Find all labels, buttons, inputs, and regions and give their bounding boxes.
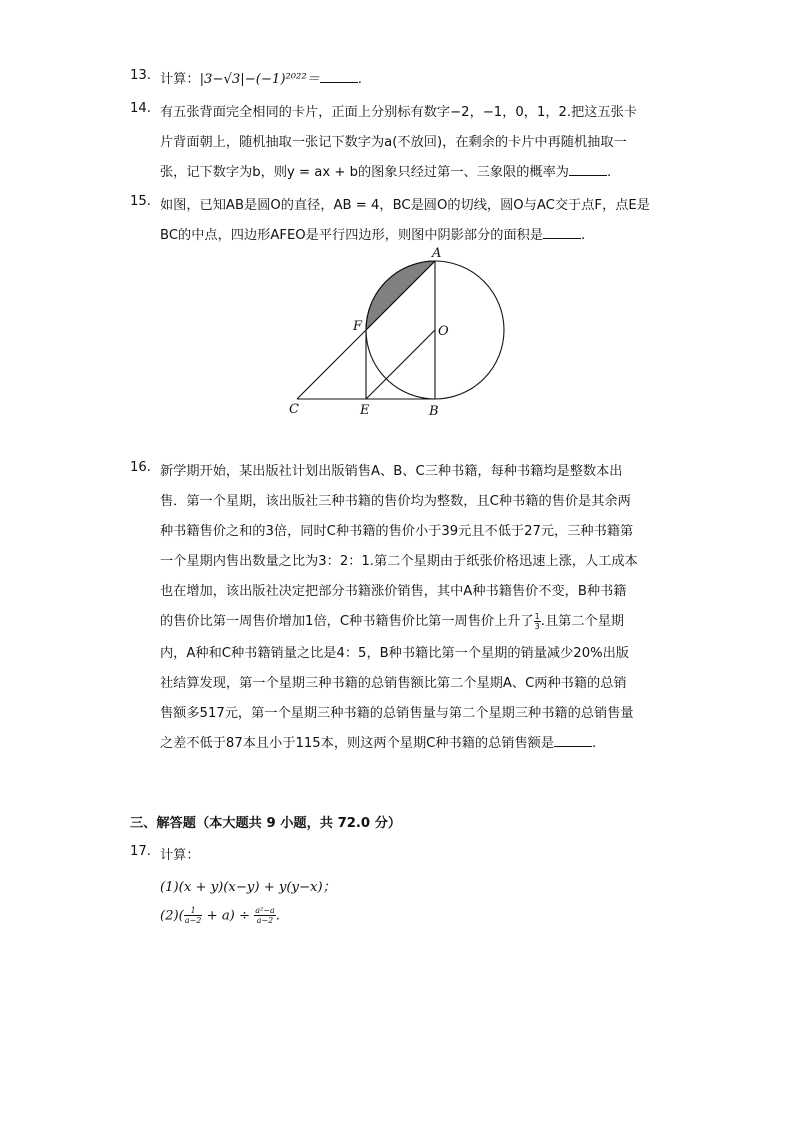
answer-blank[interactable] xyxy=(320,70,358,83)
part-1-expression: (1)(x + y)(x−y) + y(y−x)； xyxy=(160,880,336,895)
label-a: A xyxy=(432,246,442,261)
question-line: 新学期开始，某出版社计划出版销售A、B、C三种书籍，每种书籍均是整数本出 xyxy=(160,464,623,479)
end-mark: . xyxy=(581,228,586,243)
question-line: 内，A种和C种书籍销量之比是4：5，B种书籍比第一个星期的销量减少20%出版 xyxy=(160,646,629,661)
end-mark: . xyxy=(592,736,597,751)
question-line-tail: .且第二个星期 xyxy=(540,614,625,629)
question-title: 计算： xyxy=(160,848,200,863)
end-mark: . xyxy=(357,72,362,87)
question-line: 如图，已知AB是圆O的直径，AB = 4，BC是圆O的切线，圆O与AC交于点F，点E是 xyxy=(160,198,650,213)
section-note: （本大题共 9 小题，共 72.0 分） xyxy=(195,816,402,831)
end-mark: . xyxy=(606,165,612,180)
label-o: O xyxy=(438,324,449,339)
fraction-1-over-a-minus-2: $\frac{1}{a-2}$ xyxy=(184,906,202,925)
question-number: 15. xyxy=(130,194,151,209)
fraction-a2-a-over-a-minus-2: $\frac{\text{a²−a}}{a-2}$ xyxy=(255,906,275,925)
question-line: 售额多517元，第一个星期三种书籍的总销售量与第二个星期三种书籍的总销售量 xyxy=(160,706,634,721)
question-line: 种书籍售价之和的3倍，同时C种书籍的售价小于39元且不低于27元，三种书籍第 xyxy=(160,524,634,539)
answer-blank[interactable] xyxy=(569,163,607,176)
question-number: 13. xyxy=(130,68,151,83)
question-line: 有五张背面完全相同的卡片，正面上分别标有数字−2，−1，0，1，2.把这五张卡 xyxy=(160,105,638,120)
question-number: 16. xyxy=(130,460,151,475)
part-2-open: (2)( xyxy=(160,908,184,924)
question-line: BC的中点，四边形AFEO是平行四边形，则图中阴影部分的面积是 xyxy=(160,228,544,243)
question-prefix: 计算： xyxy=(160,72,200,87)
label-e: E xyxy=(360,403,370,418)
question-line: 之差不低于87本且小于115本，则这两个星期C种书籍的总销售额是 xyxy=(160,736,555,751)
end-mark: . xyxy=(275,908,280,924)
segment-eo xyxy=(366,330,435,399)
answer-blank[interactable] xyxy=(554,734,592,747)
question-number: 17. xyxy=(130,844,151,859)
math-expression: |3−√3|−(−1)²⁰²²＝ xyxy=(199,72,320,87)
geometry-figure xyxy=(285,243,515,423)
question-line: 社结算发现，第一个星期三种书籍的总销售额比第二个星期A、C两种书籍的总销 xyxy=(160,676,627,691)
question-line: 也在增加，该出版社决定把部分书籍涨价销售，其中A种书籍售价不变，B种书籍 xyxy=(160,584,627,599)
question-line: 张，记下数字为b，则y = ax + b的图象只经过第一、三象限的概率为 xyxy=(160,165,569,180)
part-2-middle: + a) ÷ xyxy=(202,908,255,924)
question-line: 售．第一个星期，该出版社三种书籍的售价均为整数，且C种书籍的售价是其余两 xyxy=(160,494,631,509)
label-c: C xyxy=(289,402,299,417)
question-line: 片背面朝上，随机抽取一张记下数字为a(不放回)，在剩余的卡片中再随机抽取一 xyxy=(160,135,627,150)
question-line: 一个星期内售出数量之比为3：2：1.第二个星期由于纸张价格迅速上涨，人工成本 xyxy=(160,554,638,569)
section-heading xyxy=(130,812,401,831)
answer-blank[interactable] xyxy=(543,226,581,239)
question-number: 14. xyxy=(130,101,151,116)
label-b: B xyxy=(429,404,439,419)
section-title: 三、解答题 xyxy=(130,816,196,831)
label-f: F xyxy=(353,319,363,334)
fraction-one-third: $\frac{1}{3}$ xyxy=(534,611,540,631)
question-line: 的售价比第一周售价增加1倍，C种书籍售价比第一周售价上升了 xyxy=(160,614,534,629)
